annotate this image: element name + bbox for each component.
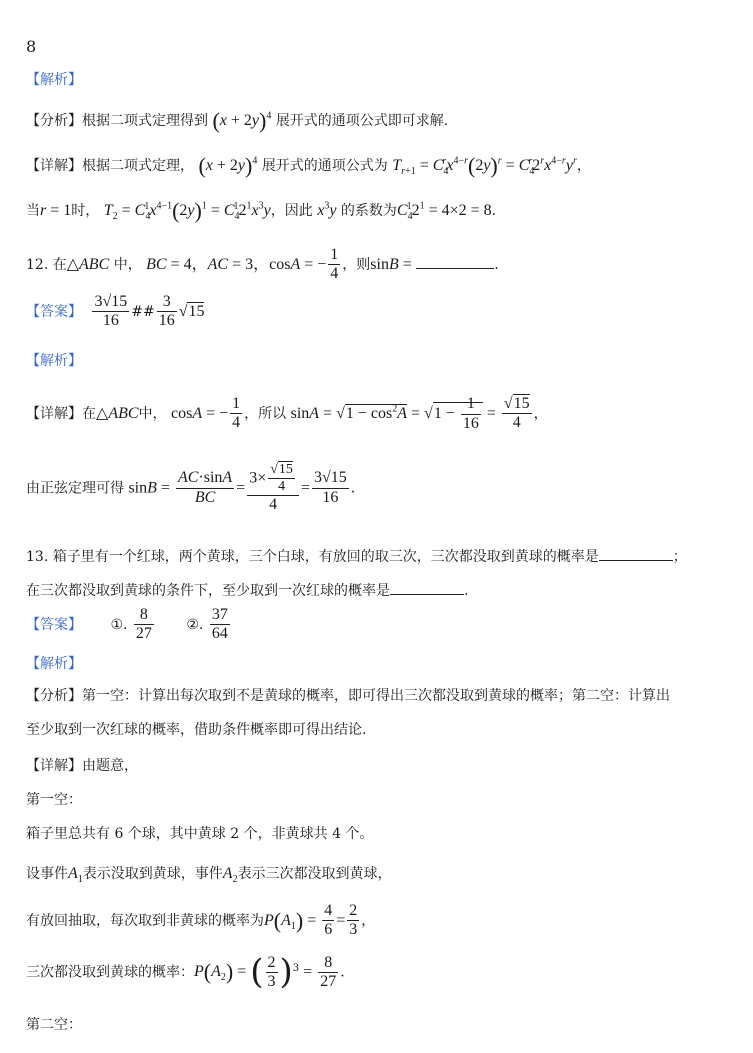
answer-label: 【答案】 <box>26 303 82 320</box>
fraction-4-6: $\frac{4}{6}$ <box>324 902 333 939</box>
q13-text-2: 在三次都没取到黄球的条件下，至少取到一次红球的概率是 <box>26 583 390 599</box>
q12-detail-line: 【详解】在△ABC中， cosA = − $\frac{1}{4}$ ，所以 $\sin A = √1 - \cos^2A = √1$ − $\frac{1}{16}$ = $\frac{√15}{4}$ ， <box>26 395 548 432</box>
q13-three-text: 三次都没取到黄球的概率： <box>26 964 194 981</box>
triangle-abc: △ABC <box>96 404 139 422</box>
x3y-term: $x^3y$ <box>317 200 337 219</box>
answer-1-label: ①. <box>110 616 128 633</box>
answer-label: 【答案】 <box>26 616 82 633</box>
analysis-heading: 【解析】 <box>26 656 82 672</box>
cos-a: cosA = − <box>170 404 229 422</box>
q12-question: 12. 在△ABC 中， BC = 4，AC = 3，cosA = − $\frac{1}{4}$ ，则sinB = . <box>26 246 499 283</box>
q13-analysis-text-1: 第一空：计算出每次取到不是黄球的概率，即可得出三次都没取到黄球的概率；第二空：计算出 <box>82 688 670 704</box>
coefficient-formula: $C_4^12^1 = 4\times 2 = 8$ <box>396 200 492 223</box>
q13-three-probability: 三次都没取到黄球的概率：$P(A_2)$ = ( $\frac{2}{3}$ )$^3$ = $\frac{8}{27}$ . <box>26 952 345 992</box>
q12-detail-zhong: 中， <box>138 405 167 422</box>
q13-detail-text: 由题意， <box>82 758 138 774</box>
q12-detail-suoyi: ，所以 <box>244 405 287 422</box>
answer-2-label: ②. <box>186 616 204 633</box>
q13-event-definition <box>26 864 392 886</box>
sin-b: sinB = <box>370 255 412 273</box>
q11-analysis-line <box>26 108 448 134</box>
p-a1: $P(A_1)$ = <box>264 908 321 934</box>
q11-detail-text-2: 展开式的通项公式为 <box>261 157 388 174</box>
answer-fraction-1: $\frac{3√15}{16}$ <box>94 293 128 330</box>
q11-conclusion-line: 当r = 1时， $T_2 = C_4^1x^{4-1}(2y)^1 = C_4^12^1x^3y$，因此 $x^3y$ 的系数为$C_4^12^1 = 4\times 2 = 8$. <box>26 198 497 223</box>
t2-formula: $T_2 = C_4^1x^{4-1}(2y)^1 = C_4^12^1x^3y$ <box>103 198 271 223</box>
answer-2-fraction: $\frac{37}{64}$ <box>211 606 228 643</box>
q13-first-blank-heading: 第一空： <box>26 792 82 808</box>
analysis-label: 【分析】 <box>26 688 82 704</box>
p-a2: $P(A_2)$ = <box>194 959 251 985</box>
q11-yinci: ，因此 <box>270 202 313 219</box>
fraction-2-3: $\frac{2}{3}$ <box>349 902 358 939</box>
q13-detail-line <box>26 758 138 775</box>
answer-blank <box>599 546 673 561</box>
q12-sine-rule-line: 由正弦定理可得 sinB = $\frac{AC\cdot\sin A}{BC}$ = 3× $\frac{√15}{4}$ 4 = $\frac{3√15}{16}$ . <box>26 462 356 514</box>
q13-question-line-1: 13. 箱子里有一个红球，两个黄球，三个白球，有放回的取三次，三次都没取到黄球的概率是 ； <box>26 546 687 566</box>
detail-label: 【详解】 <box>26 758 82 774</box>
answer-fraction-2: $\frac{3}{16}$ <box>158 293 175 330</box>
q13-analysis-line-2: 至少取到一次红球的概率，借助条件概率即可得出结论. <box>26 722 367 738</box>
sin-b-formula: sinB = <box>128 479 174 497</box>
page-number: 8 <box>26 37 37 56</box>
triangle-abc: △ABC <box>66 255 110 273</box>
answer-blank <box>390 580 464 595</box>
sqrt-15: √15 <box>178 302 205 320</box>
q12-zhengxian: 由正弦定理可得 <box>26 480 124 497</box>
binomial-expression: $(x + 2y)^4$ <box>212 108 272 133</box>
q11-xishu: 的系数为 <box>340 202 397 219</box>
q13-event-text-3: 表示三次都没取到黄球， <box>237 866 392 882</box>
sqrt15-over-4: $\frac{√15}{4}$ <box>503 395 530 432</box>
nested-fraction: 3× $\frac{√15}{4}$ 4 <box>247 462 299 515</box>
fraction-2-3: $\frac{2}{3}$ <box>267 953 276 990</box>
q11-shi: 时， <box>71 202 100 219</box>
analysis-heading: 【解析】 <box>26 353 82 369</box>
q13-draw-text: 有放回抽取，每次取到非黄球的概率为 <box>26 912 264 929</box>
answer-1-fraction: $\frac{8}{27}$ <box>135 606 152 643</box>
detail-label: 【详解】 <box>26 405 82 422</box>
detail-label: 【详解】 <box>26 157 82 174</box>
q12-detail-zai: 在 <box>82 405 96 422</box>
binomial-expression: $(x + 2y)^4$ <box>198 153 258 178</box>
q11-dang: 当 <box>26 202 40 219</box>
analysis-label: 【分析】 <box>26 112 82 129</box>
q11-analysis-text-1: 根据二项式定理得到 <box>82 112 208 129</box>
analysis-heading: 【解析】 <box>26 72 82 88</box>
event-a2: $A_2$ <box>222 865 238 886</box>
q12-mid: 中， <box>113 256 142 273</box>
ac-sina-over-bc: $\frac{AC\cdot\sin A}{BC}$ <box>177 469 233 506</box>
q13-single-probability: 有放回抽取，每次取到非黄球的概率为$P(A_1)$ = $\frac{4}{6}$ = $\frac{2}{3}$ ， <box>26 902 376 939</box>
event-a1: $A_1$ <box>68 865 83 886</box>
fraction-8-27: $\frac{8}{27}$ <box>320 953 337 990</box>
q13-second-blank-heading: 第二空： <box>26 1017 82 1033</box>
q13-text-1: 13. 箱子里有一个红球，两个黄球，三个白球，有放回的取三次，三次都没取到黄球的概率是 <box>26 549 599 565</box>
q12-given: BC = 4，AC = 3，cosA = − <box>146 255 327 273</box>
q13-event-text-1: 设事件 <box>26 866 68 882</box>
q13-analysis-line-1 <box>26 688 670 705</box>
q11-analysis-text-2: 展开式的通项公式即可求解. <box>275 112 449 129</box>
q13-answer-line <box>26 606 232 644</box>
q11-detail-line: 【详解】根据二项式定理， $(x + 2y)^4$ 展开式的通项公式为 $T_{r+1} = C_4^rx^{4-r}(2y)^r = C_4^r2^rx^{4-r}y^r$， <box>26 153 591 178</box>
q12-answer-line <box>26 293 204 331</box>
answer-separator: ## <box>131 303 155 320</box>
fraction-quarter: $\frac{1}{4}$ <box>232 395 241 432</box>
q13-ball-count: 箱子里总共有 6 个球，其中黄球 2 个，非黄球共 4 个。 <box>26 826 374 842</box>
q12-then: ，则 <box>342 256 371 273</box>
final-fraction: $\frac{3√15}{16}$ <box>313 469 347 506</box>
sin-a-formula: $\sin A = √1 - \cos^2A = √1$ − $\frac{1}{16}$ = <box>290 395 500 432</box>
q13-question-line-2: 在三次都没取到黄球的条件下，至少取到一次红球的概率是 . <box>26 580 468 600</box>
general-term-formula: $T_{r+1} = C_4^rx^{4-r}(2y)^r = C_4^r2^rx^{4-r}y^r$ <box>392 153 577 178</box>
q12-prefix: 12. 在 <box>26 256 67 273</box>
q11-detail-text-1: 根据二项式定理， <box>82 157 194 174</box>
q13-event-text-2: 表示没取到黄球，事件 <box>82 866 223 882</box>
answer-blank <box>416 254 494 269</box>
r-equals-1: r = 1 <box>40 201 72 219</box>
fraction-minus-quarter: $\frac{1}{4}$ <box>330 246 339 283</box>
